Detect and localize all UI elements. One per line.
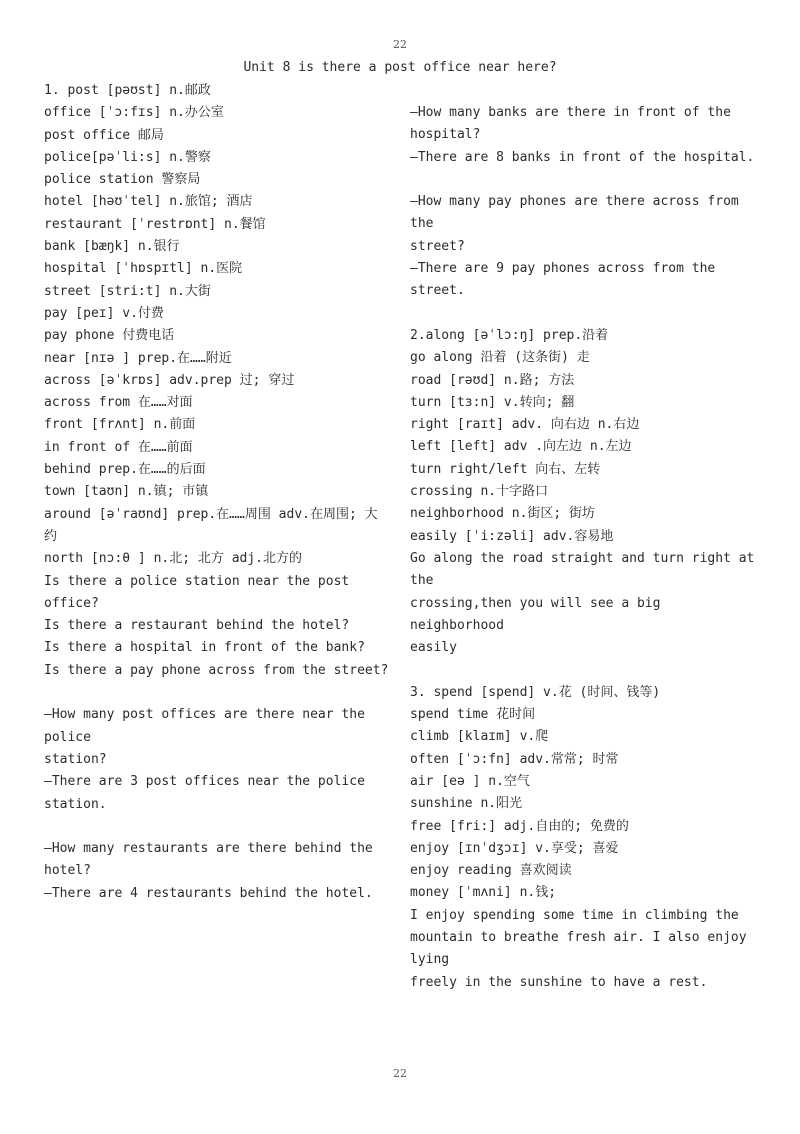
text-line: station?: [44, 751, 107, 767]
text-line: Go along the road straight and turn right at the: [410, 550, 763, 589]
text-line: turn right/left 向右、左转: [410, 461, 601, 477]
page-number-top: 22: [393, 38, 407, 51]
text-line: climb [klaɪm] v.爬: [410, 729, 549, 745]
text-line: mountain to breathe fresh air. I also enjoy lying: [410, 929, 755, 968]
text-line: road [rəʊd] n.路; 方法: [410, 372, 575, 388]
text-line: station.: [44, 796, 107, 812]
text-line: air [eə ] n.空气: [410, 773, 530, 789]
text-line: money [ˈmʌni] n.钱;: [410, 885, 557, 901]
text-line: easily [ˈi:zəli] adv.容易地: [410, 528, 614, 544]
text-line: restaurant [ˈrestrɒnt] n.餐馆: [44, 216, 266, 232]
text-line: 2.along [əˈlɔ:ŋ] prep.沿着: [410, 327, 609, 343]
blank-line: [44, 816, 389, 838]
text-line: police station 警察局: [44, 172, 201, 188]
text-line: near [nɪə ] prep.在……附近: [44, 350, 232, 366]
text-line: across from 在……对面: [44, 395, 193, 411]
text-line: enjoy reading 喜欢阅读: [410, 863, 572, 879]
text-line: hotel?: [44, 863, 91, 879]
text-line: across [əˈkrɒs] adv.prep 过; 穿过: [44, 372, 295, 388]
text-line: pay phone 付费电话: [44, 328, 175, 344]
text-line: office?: [44, 595, 99, 611]
text-line: bank [bæŋk] n.银行: [44, 239, 180, 255]
text-line: turn [tɜ:n] v.转向; 翻: [410, 394, 575, 410]
text-line: around [əˈraʊnd] prep.在……周围 adv.在周围; 大: [44, 506, 378, 522]
text-line: north [nɔ:θ ] n.北; 北方 adj.北方的: [44, 551, 303, 567]
text-line: pay [peɪ] v.付费: [44, 305, 164, 321]
left-column: [44, 80, 389, 905]
text-line: 1. post [pəʊst] n.邮政: [44, 83, 211, 98]
text-line: street [stri:t] n.大街: [44, 283, 211, 299]
text-line: Is there a restaurant behind the hotel?: [44, 618, 350, 634]
text-line: in front of 在……前面: [44, 439, 193, 455]
text-line: 3. spend [spend] v.花 (时间、钱等): [410, 684, 661, 700]
text-line: Is there a hospital in front of the bank?: [44, 640, 365, 656]
text-line: street?: [410, 238, 465, 254]
text-line: —How many post offices are there near the police: [44, 707, 373, 745]
text-line: enjoy [ɪnˈdʒɔɪ] v.享受; 喜爱: [410, 840, 619, 856]
text-line: Is there a police station near the post: [44, 573, 350, 589]
text-line: I enjoy spending some time in climbing the: [410, 907, 739, 923]
text-line: free [fri:] adj.自由的; 免费的: [410, 818, 629, 834]
text-line: 约: [44, 528, 58, 544]
text-line: freely in the sunshine to have a rest.: [410, 974, 708, 990]
text-line: hotel [həʊˈtel] n.旅馆; 酒店: [44, 194, 253, 210]
text-line: post office 邮局: [44, 127, 164, 143]
text-line: —How many restaurants are there behind the: [44, 841, 373, 857]
text-line: left [left] adv .向左边 n.左边: [410, 439, 632, 455]
text-line: behind prep.在……的后面: [44, 462, 206, 478]
text-line: crossing,then you will see a big neighborhood: [410, 595, 669, 633]
text-line: crossing n.十字路口: [410, 484, 549, 500]
text-line: town [taʊn] n.镇; 市镇: [44, 484, 209, 500]
text-line: office [ˈɔ:fɪs] n.办公室: [44, 105, 224, 121]
text-line: —How many pay phones are there across from the: [410, 194, 747, 232]
text-line: —How many banks are there in front of the: [410, 105, 731, 120]
text-line: front [frʌnt] n.前面: [44, 417, 196, 433]
text-line: hospital?: [410, 127, 481, 143]
blank-line: [410, 169, 760, 191]
text-line: right [raɪt] adv. 向右边 n.右边: [410, 417, 640, 433]
text-line: go along 沿着 (这条街) 走: [410, 350, 590, 366]
text-line: —There are 4 restaurants behind the hotel.: [44, 885, 373, 901]
page-number-bottom: 22: [393, 1067, 407, 1080]
right-column: [410, 102, 763, 994]
text-line: Is there a pay phone across from the street?: [44, 662, 389, 678]
text-line: sunshine n.阳光: [410, 796, 523, 812]
text-line: neighborhood n.街区; 街坊: [410, 506, 596, 522]
text-line: —There are 8 banks in front of the hospital.: [410, 149, 755, 165]
page-title: Unit 8 is there a post office near here?: [243, 60, 557, 75]
text-line: easily: [410, 640, 457, 656]
text-line: police[pəˈli:s] n.警察: [44, 149, 211, 165]
blank-line: [44, 682, 389, 704]
text-line: —There are 9 pay phones across from the street.: [410, 261, 724, 299]
blank-line: [410, 659, 760, 681]
blank-line: [410, 303, 760, 325]
text-line: often [ˈɔ:fn] adv.常常; 时常: [410, 751, 619, 767]
text-line: hospital [ˈhɒspɪtl] n.医院: [44, 261, 243, 277]
text-line: spend time 花时间: [410, 707, 536, 723]
text-line: —There are 3 post offices near the police: [44, 774, 365, 790]
